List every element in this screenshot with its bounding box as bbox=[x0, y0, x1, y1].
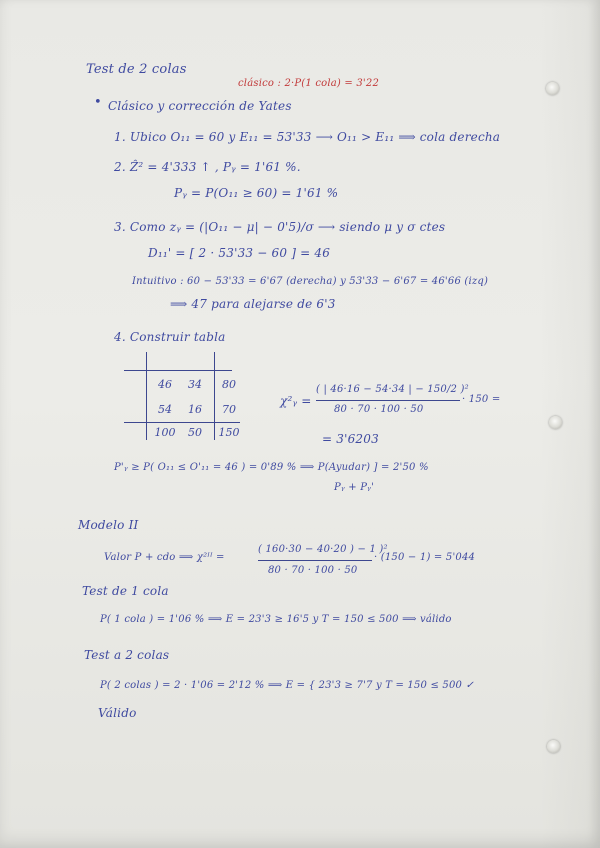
table-cell-r3c2: 50 bbox=[188, 426, 202, 439]
table-cell-r2c3: 70 bbox=[222, 403, 236, 416]
table-cell-r1c1: 46 bbox=[158, 378, 172, 391]
model-heading: Modelo II bbox=[78, 518, 139, 532]
table-hline-bottom bbox=[124, 422, 240, 423]
step-3a: 3. Como zᵧ = (|O₁₁ − μ| − 0'5)/σ ⟶ siendo μ y σ ctes bbox=[114, 220, 446, 234]
binder-hole-middle bbox=[549, 416, 562, 429]
model-fraction-bar bbox=[258, 560, 372, 561]
model-line-lhs: Valor P + cdo ⟹ χ²ᴵᴵ = bbox=[104, 552, 225, 563]
test2-result: Válido bbox=[98, 706, 137, 720]
table-hline-top bbox=[124, 370, 232, 371]
step-2a: 2. Ẑ² = 4'333 ↑ , Pᵧ = 1'61 %. bbox=[114, 160, 301, 174]
test2-heading: Test a 2 colas bbox=[84, 648, 170, 662]
step-4: 4. Construir tabla bbox=[114, 330, 226, 344]
step-3c: Intuitivo : 60 − 53'33 = 6'67 (derecha) y 53'33 − 6'67 = 46'66 (izq) bbox=[132, 276, 489, 287]
table-cell-r3c3: 150 bbox=[218, 426, 240, 439]
red-note: clásico : 2·P(1 cola) = 3'22 bbox=[238, 78, 380, 89]
test1-line: P( 1 cola ) = 1'06 % ⟹ E = 23'3 ≥ 16'5 y T = 150 ≤ 500 ⟹ válido bbox=[100, 614, 452, 625]
bullet-icon: • bbox=[94, 95, 102, 110]
prob-line-under: Pᵧ + Pᵧ' bbox=[334, 482, 375, 493]
step-3b: D₁₁' = [ 2 · 53'33 − 60 ] = 46 bbox=[148, 246, 331, 260]
binder-hole-top bbox=[546, 82, 559, 95]
binder-hole-bottom bbox=[547, 740, 560, 753]
formula1-fraction-bar bbox=[316, 400, 460, 401]
formula1-lhs: χ²ᵧ = bbox=[280, 394, 312, 408]
step-1: 1. Ubico O₁₁ = 60 y E₁₁ = 53'33 ⟶ O₁₁ > E₁₁ ⟹ cola derecha bbox=[114, 130, 501, 144]
step-3d: ⟹ 47 para alejarse de 6'3 bbox=[170, 297, 336, 311]
test2-line: P( 2 colas ) = 2 · 1'06 = 2'12 % ⟹ E = { 23'3 ≥ 7'7 y T = 150 ≤ 500 ✓ bbox=[100, 680, 475, 691]
model-line-tail: · (150 − 1) = 5'044 bbox=[374, 552, 476, 563]
section-heading: Clásico y corrección de Yates bbox=[108, 99, 292, 113]
model-line-numerator: ( 160·30 − 40·20 ) − 1 )² bbox=[258, 544, 388, 555]
table-cell-r1c2: 34 bbox=[188, 378, 202, 391]
table-cell-r3c1: 100 bbox=[154, 426, 176, 439]
page-title: Test de 2 colas bbox=[86, 62, 187, 77]
table-vline-left bbox=[146, 352, 147, 440]
formula1-denominator: 80 · 70 · 100 · 50 bbox=[334, 404, 424, 415]
table-cell-r2c2: 16 bbox=[188, 403, 202, 416]
table-cell-r1c3: 80 bbox=[222, 378, 236, 391]
model-line-denominator: 80 · 70 · 100 · 50 bbox=[268, 565, 358, 576]
step-2b: Pᵧ = P(O₁₁ ≥ 60) = 1'61 % bbox=[174, 186, 339, 200]
test1-heading: Test de 1 cola bbox=[82, 584, 169, 598]
formula1-result: = 3'6203 bbox=[322, 432, 379, 446]
formula1-tail: · 150 = bbox=[462, 394, 501, 405]
formula1-numerator: ( | 46·16 − 54·34 | − 150/2 )² bbox=[316, 384, 469, 395]
prob-line: P'ᵧ ≥ P( O₁₁ ≤ O'₁₁ = 46 ) = 0'89 % ⟹ P(Ayudar) ] = 2'50 % bbox=[114, 462, 429, 473]
table-cell-r2c1: 54 bbox=[158, 403, 172, 416]
